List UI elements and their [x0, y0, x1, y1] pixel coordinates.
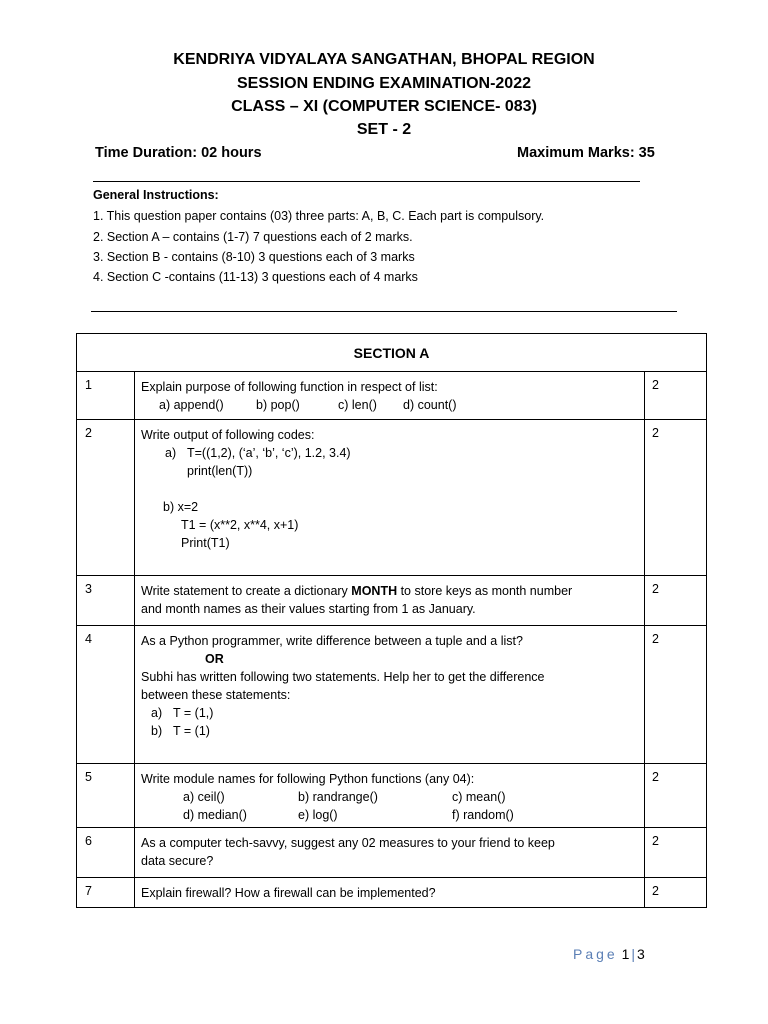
section-header-row — [77, 334, 707, 372]
option: b) pop() — [256, 398, 300, 412]
instruction-item: 2. Section A – contains (1-7) 7 questions each of 2 marks. — [93, 230, 413, 244]
option: b) T = (1) — [151, 724, 210, 738]
question-text — [135, 878, 645, 908]
section-title: SECTION A — [77, 334, 707, 372]
question-marks: 2 — [645, 420, 707, 576]
question-number: 7 — [77, 878, 135, 908]
table-row — [77, 372, 707, 420]
or-label: OR — [205, 652, 224, 666]
instructions-title: General Instructions: — [93, 188, 219, 202]
option: a) ceil() — [183, 790, 225, 804]
question-number: 6 — [77, 828, 135, 878]
question-line: Explain firewall? How a firewall can be implemented? — [141, 886, 436, 900]
question-text — [135, 372, 645, 420]
option: a) T = (1,) — [151, 706, 214, 720]
question-marks: 2 — [645, 372, 707, 420]
options-row — [141, 788, 644, 806]
question-text — [135, 828, 645, 878]
code-line: b) x=2 — [163, 500, 199, 514]
question-line: Write output of following codes: — [141, 428, 315, 442]
question-text — [135, 626, 645, 764]
time-duration: Time Duration: 02 hours — [95, 145, 262, 161]
keyword: MONTH — [351, 584, 398, 598]
question-text — [135, 420, 645, 576]
divider — [91, 311, 677, 312]
question-number: 1 — [77, 372, 135, 420]
question-marks: 2 — [645, 576, 707, 626]
instruction-item: 1. This question paper contains (03) three parts: A, B, C. Each part is compulsory. — [93, 209, 545, 223]
question-line: and month names as their values starting from 1 as January. — [141, 602, 476, 616]
question-number: 5 — [77, 764, 135, 828]
question-marks: 2 — [645, 878, 707, 908]
table-row — [77, 764, 707, 828]
class-title: CLASS – XI (COMPUTER SCIENCE- 083) — [231, 98, 537, 115]
school-title: KENDRIYA VIDYALAYA SANGATHAN, BHOPAL REGION — [173, 51, 595, 68]
table-row — [77, 878, 707, 908]
option: c) len() — [338, 398, 377, 412]
divider — [93, 181, 640, 182]
question-number: 4 — [77, 626, 135, 764]
question-number: 2 — [77, 420, 135, 576]
option: f) random() — [452, 808, 514, 822]
question-line: Write module names for following Python functions (any 04): — [141, 772, 475, 786]
instruction-item: 3. Section B - contains (8-10) 3 questions each of 3 marks — [93, 250, 415, 264]
code-line: print(len(T)) — [187, 464, 253, 478]
exam-title: SESSION ENDING EXAMINATION-2022 — [237, 75, 531, 92]
question-line: data secure? — [141, 854, 214, 868]
option: e) log() — [298, 808, 338, 822]
option: d) count() — [403, 398, 457, 412]
question-line: Write statement to create a dictionary MONTH to store keys as month number — [141, 584, 573, 598]
code-line: T1 = (x**2, x**4, x+1) — [181, 518, 299, 532]
question-line: Subhi has written following two statements. Help her to get the difference — [141, 670, 545, 684]
question-text — [135, 764, 645, 828]
question-number: 3 — [77, 576, 135, 626]
table-row — [77, 828, 707, 878]
option: c) mean() — [452, 790, 506, 804]
question-line: As a computer tech-savvy, suggest any 02 measures to your friend to keep — [141, 836, 555, 850]
page-label: Page — [573, 946, 618, 962]
question-marks: 2 — [645, 764, 707, 828]
code-line: a) T=((1,2), (‘a’, ‘b’, ‘c’), 1.2, 3.4) — [165, 446, 351, 460]
question-marks: 2 — [645, 828, 707, 878]
option: d) median() — [183, 808, 247, 822]
maximum-marks: Maximum Marks: 35 — [517, 145, 655, 161]
question-line: As a Python programmer, write difference between a tuple and a list? — [141, 634, 523, 648]
options-row — [141, 396, 644, 414]
option: b) randrange() — [298, 790, 378, 804]
instruction-item: 4. Section C -contains (11-13) 3 questions each of 4 marks — [93, 270, 418, 284]
table-row — [77, 420, 707, 576]
page-separator: | — [631, 946, 636, 962]
set-title: SET - 2 — [356, 121, 412, 138]
table-row — [77, 626, 707, 764]
code-line: Print(T1) — [181, 536, 230, 550]
table-row — [77, 576, 707, 626]
options-row — [141, 806, 644, 824]
page-footer — [573, 946, 645, 962]
page-number: 1 — [621, 946, 630, 962]
question-text — [135, 576, 645, 626]
page-total: 3 — [637, 946, 645, 962]
option: a) append() — [159, 398, 224, 412]
question-line: between these statements: — [141, 688, 291, 702]
question-line: Explain purpose of following function in respect of list: — [141, 380, 438, 394]
question-marks: 2 — [645, 626, 707, 764]
questions-table — [76, 333, 707, 908]
